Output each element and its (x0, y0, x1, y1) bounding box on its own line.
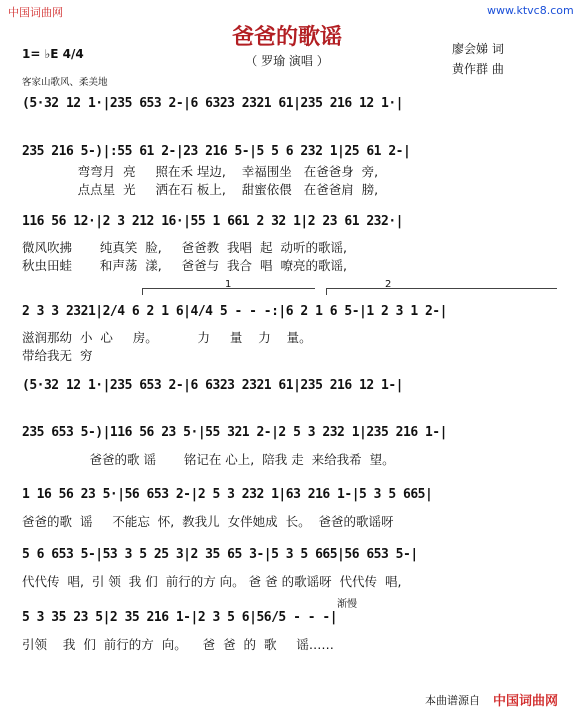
notation-line-1: (5·32 12 1·|235 653 2-|6 6323 2321 61|235 216 12 1·| (22, 96, 403, 111)
lyrics-line-6: 爸爸的歌 谣 铭记在 心上, 陪我 走 来给我希 望。 (22, 452, 395, 467)
notation-line-9: 5 3 35 23 5|2 35 216 1-|2 3 5 6|56/5 - - -| (22, 610, 338, 625)
volta-1-label: 1 (225, 279, 232, 290)
lyrics-line-3-verse-1: 微风吹拂 纯真笑 脸, 爸爸教 我唱 起 动听的歌谣, (22, 240, 347, 255)
lyrics-line-4-verse-1: 滋润那幼 小 心 房。 力 量 力 量。 (22, 330, 312, 345)
performer: （ 罗瑜 演唱 ） (245, 54, 329, 68)
lyrics-line-2-verse-1: 弯弯月 亮 照在禾 埕边, 幸福围坐 在爸爸身 旁, (22, 164, 379, 179)
notation-line-4: 2 3 3 2321|2/4 6 2 1 6|4/4 5 - - -:|6 2 1 6 5-|1 2 3 1 2-| (22, 304, 447, 319)
key-signature: 1= ♭E 4/4 (22, 47, 84, 61)
volta-bracket-2 (326, 288, 557, 295)
style-note: 客家山歌风、柔美地 (22, 77, 108, 88)
notation-line-3: 116 56 12·|2 3 212 16·|55 1 661 2 32 1|2 23 61 232·| (22, 214, 403, 229)
notation-line-8: 5 6 653 5-|53 3 5 25 3|2 35 65 3-|5 3 5 665|56 653 5-| (22, 547, 418, 562)
lyricist-credit: 廖会娣 词 (452, 42, 504, 56)
watermark-site-url: www.ktvc8.com (487, 4, 574, 17)
footer-site-name: 中国词曲网 (493, 694, 559, 709)
ritardando-marking: 渐慢 (337, 599, 357, 610)
notation-line-5: (5·32 12 1·|235 653 2-|6 6323 2321 61|235 216 12 1-| (22, 378, 403, 393)
watermark-site-name: 中国词曲网 (8, 6, 63, 19)
lyrics-line-4-verse-2: 带给我无 穷 (22, 348, 93, 363)
volta-2-label: 2 (385, 279, 392, 290)
lyrics-line-8: 代代传 唱, 引 领 我 们 前行的方 向。 爸 爸 的歌谣呀 代代传 唱, (22, 574, 402, 589)
composer-credit: 黄作群 曲 (452, 62, 504, 76)
notation-line-2: 235 216 5-)|:55 61 2-|23 216 5-|5 5 6 232 1|25 61 2-| (22, 144, 411, 159)
lyrics-line-9: 引领 我 们 前行的方 向。 爸 爸 的 歌 谣…… (22, 637, 334, 652)
lyrics-line-7: 爸爸的歌 谣 不能忘 怀, 教我儿 女伴她成 长。 爸爸的歌谣呀 (22, 514, 394, 529)
footer-source-text: 本曲谱源自 (425, 694, 480, 707)
notation-line-7: 1 16 56 23 5·|56 653 2-|2 5 3 232 1|63 216 1-|5 3 5 665| (22, 487, 433, 502)
lyrics-line-3-verse-2: 秋虫田蛙 和声荡 漾, 爸爸与 我合 唱 嘹亮的歌谣, (22, 258, 347, 273)
notation-line-6: 235 653 5-)|116 56 23 5·|55 321 2-|2 5 3 232 1|235 216 1-| (22, 425, 447, 440)
song-title: 爸爸的歌谣 (231, 24, 342, 50)
lyrics-line-2-verse-2: 点点星 光 洒在石 板上, 甜蜜依偎 在爸爸肩 膀, (22, 182, 379, 197)
